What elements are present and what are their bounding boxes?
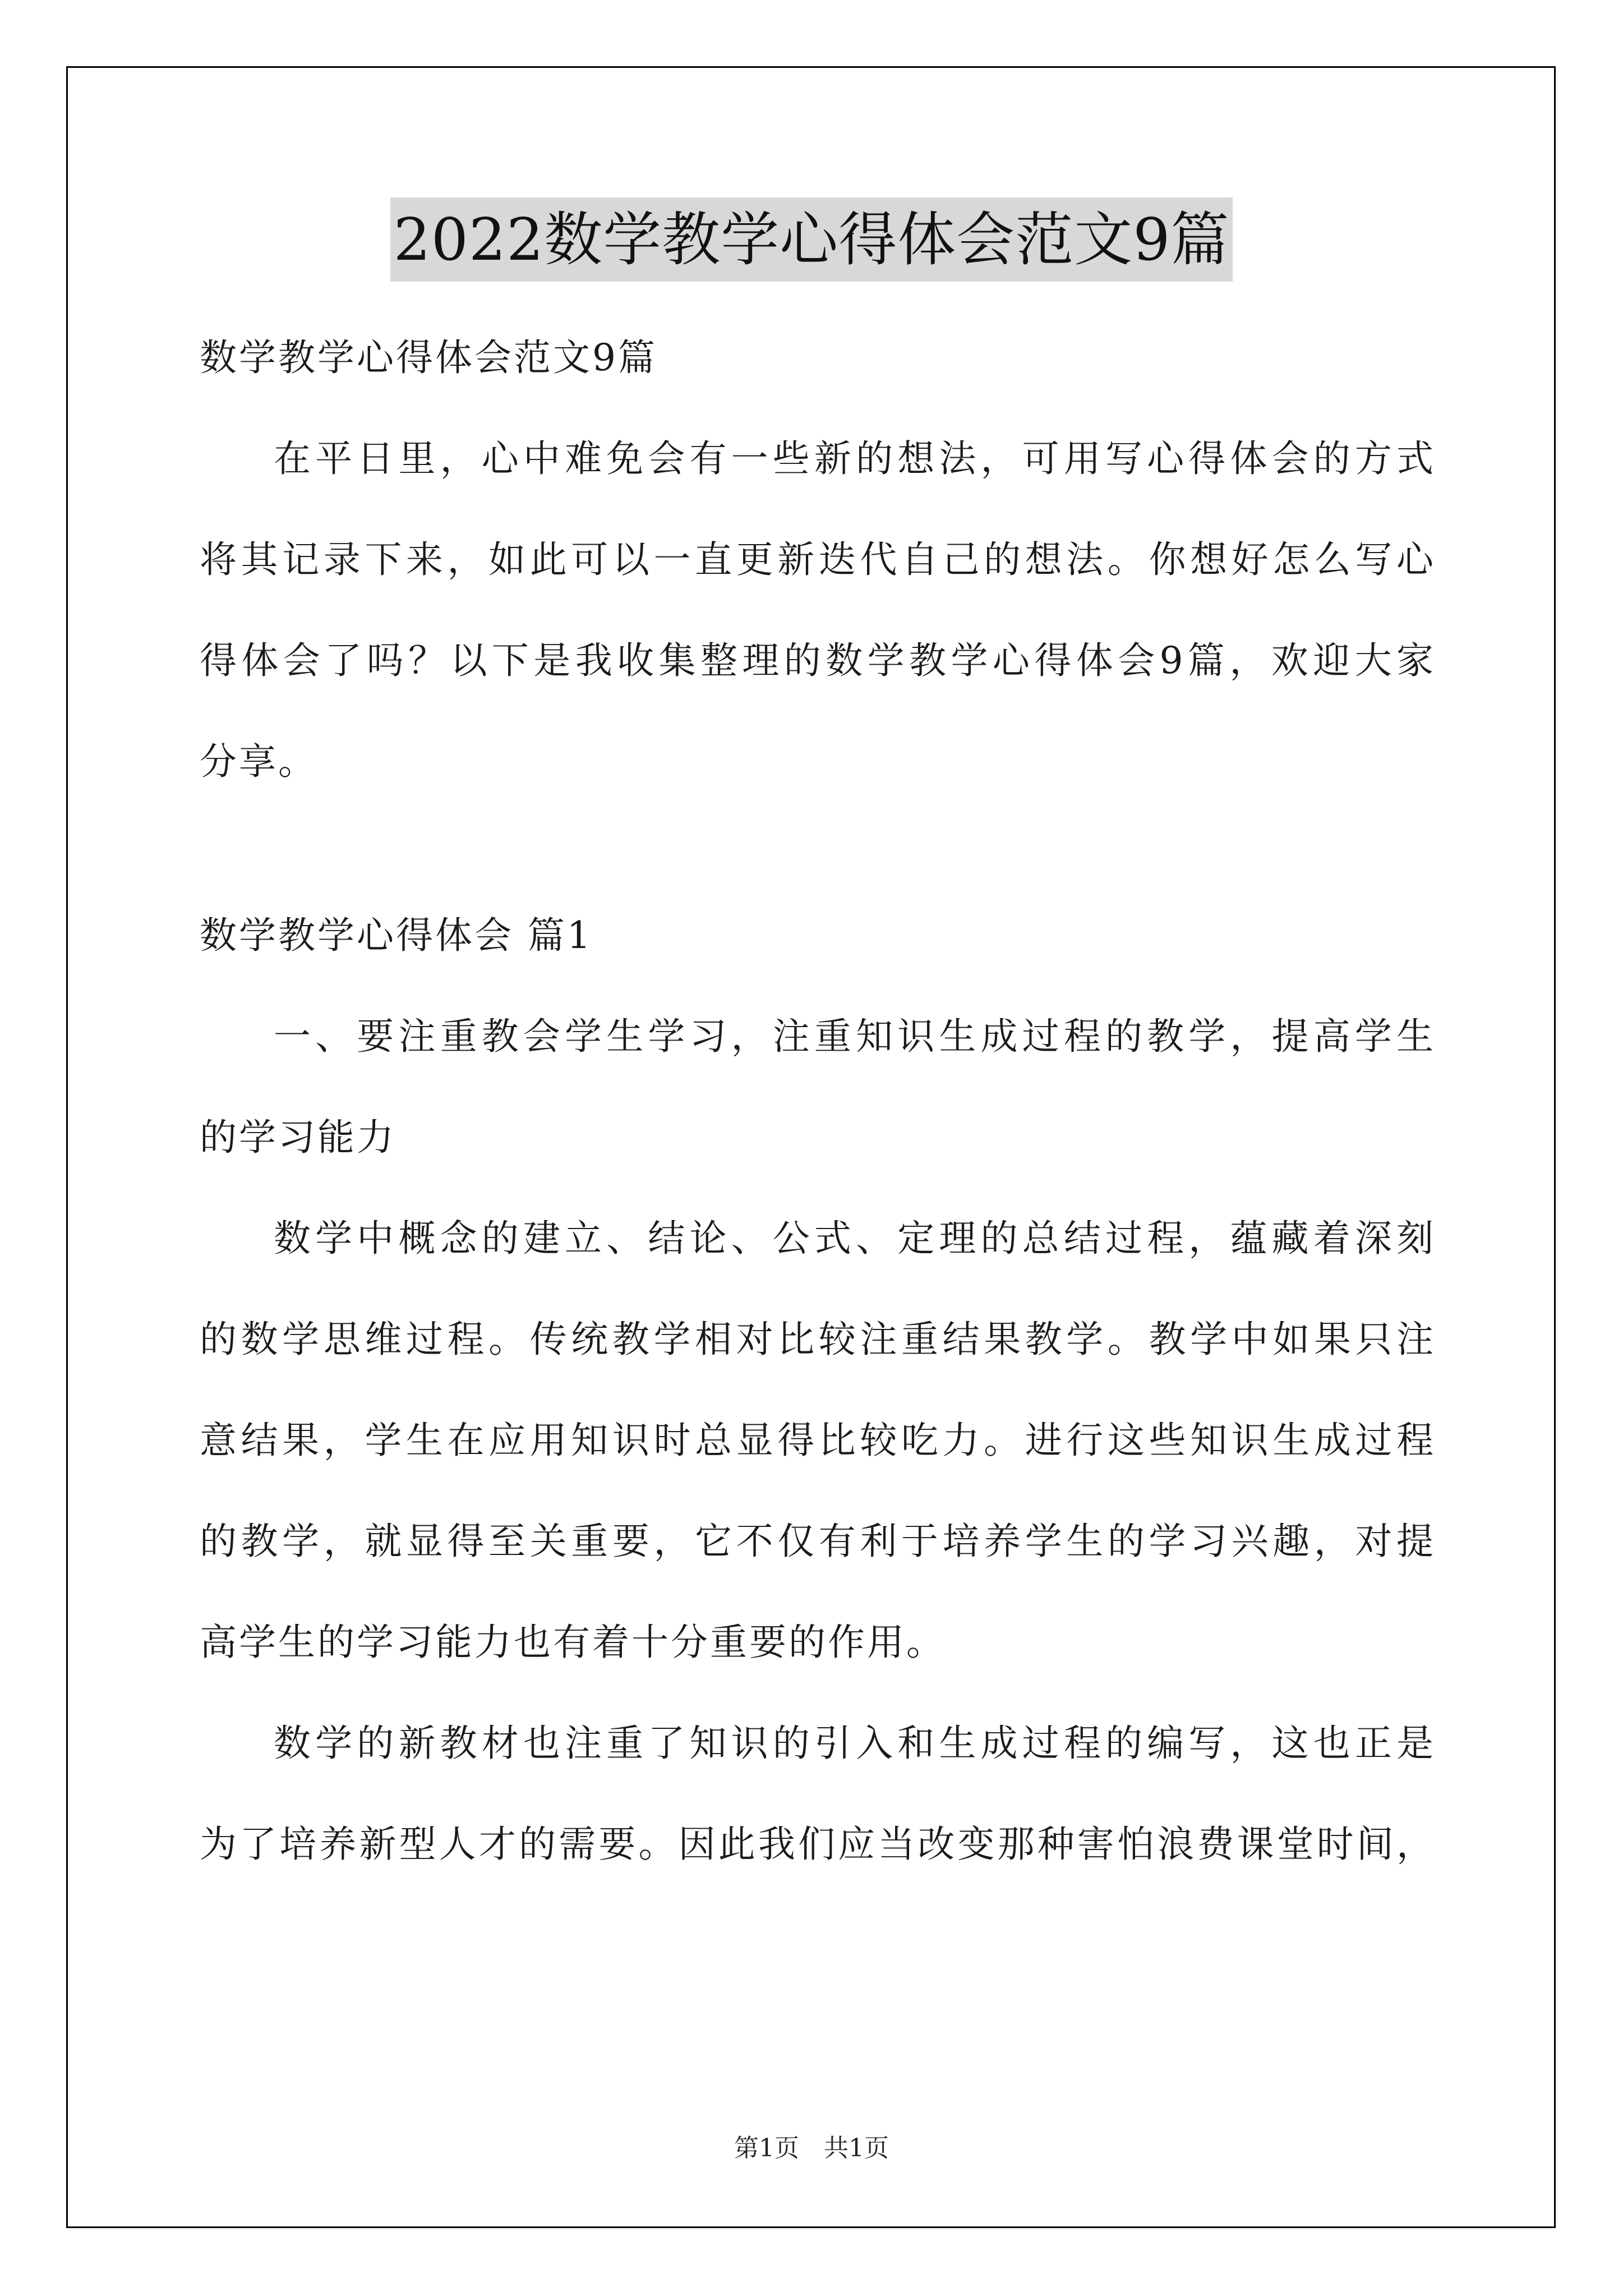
document-subtitle: 数学教学心得体会范文9篇	[200, 336, 657, 379]
section-heading: 数学教学心得体会 篇1	[200, 914, 593, 957]
paragraph-line: 的教学，就显得至关重要，它不仅有利于培养学生的学习兴趣，对提	[200, 1520, 1433, 1563]
paragraph-line: 高学生的学习能力也有着十分重要的作用。	[200, 1621, 946, 1664]
intro-line: 分享。	[200, 740, 317, 783]
page-footer: 第1页 共1页	[734, 2134, 889, 2162]
intro-line: 在平日里，心中难免会有一些新的想法，可用写心得体会的方式	[274, 437, 1433, 480]
paragraph-line: 数学中概念的建立、结论、公式、定理的总结过程，蕴藏着深刻	[274, 1217, 1433, 1260]
title-container	[0, 197, 1623, 282]
intro-line: 将其记录下来，如此可以一直更新迭代自己的想法。你想好怎么写心	[200, 538, 1433, 581]
point-line: 一、要注重教会学生学习，注重知识生成过程的教学，提高学生	[274, 1015, 1433, 1058]
point-line: 的学习能力	[200, 1116, 396, 1159]
paragraph-line: 意结果，学生在应用知识时总显得比较吃力。进行这些知识生成过程	[200, 1419, 1433, 1462]
section-gap	[200, 812, 1433, 885]
document-body	[200, 307, 1433, 1895]
paragraph-line: 数学的新教材也注重了知识的引入和生成过程的编写，这也正是	[274, 1722, 1433, 1765]
intro-line: 得体会了吗？以下是我收集整理的数学教学心得体会9篇，欢迎大家	[200, 639, 1433, 682]
paragraph-line: 为了培养新型人才的需要。因此我们应当改变那种害怕浪费课堂时间，	[200, 1823, 1433, 1866]
paragraph-line: 的数学思维过程。传统教学相对比较注重结果教学。教学中如果只注	[200, 1318, 1433, 1361]
document-title: 2022数学教学心得体会范文9篇	[390, 197, 1233, 282]
